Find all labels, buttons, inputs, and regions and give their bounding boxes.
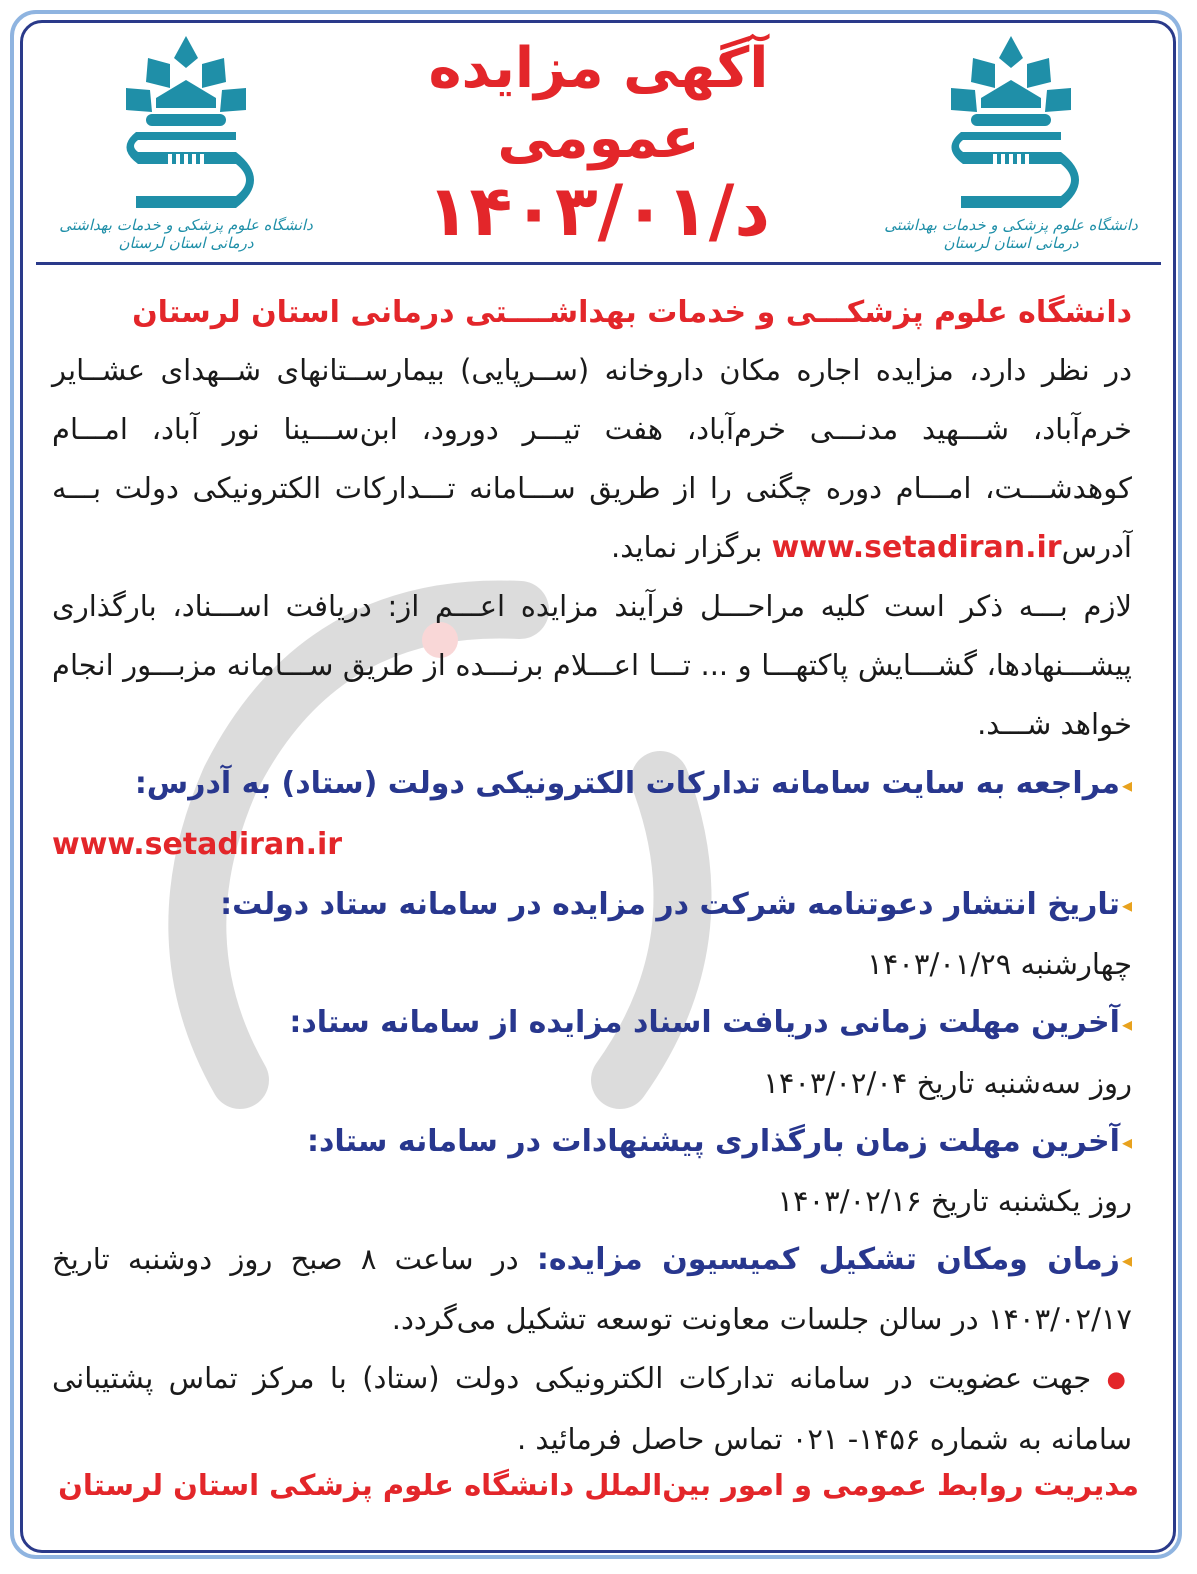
header	[36, 28, 1161, 260]
docs-deadline-date: روز سه‌شنبه تاریخ ۱۴۰۳/۰۲/۰۴	[763, 1065, 1132, 1100]
publish-heading-text: تاریخ انتشار دعوتنامه شرکت در مزایده در سامانه ستاد دولت:	[220, 886, 1120, 922]
intro-paragraph	[52, 341, 1132, 577]
membership-paragraph	[52, 1349, 1132, 1469]
commission-heading-text: زمان ومکان تشکیل کمیسیون مزایده:	[536, 1242, 1120, 1277]
logo-caption-right: دانشگاه علوم پزشکی و خدمات بهداشتی درمانی استان لرستان	[884, 216, 1138, 252]
bids-deadline-date: روز یکشنبه تاریخ ۱۴۰۳/۰۲/۱۶	[777, 1184, 1132, 1218]
bullet-arrow-icon: ◂	[1121, 772, 1132, 797]
commission-heading	[537, 1242, 1132, 1277]
university-logo-right	[861, 28, 1161, 258]
organization-name: دانشگاه علوم پزشکـــی و خدمات بهداشــــتی درمانی استان لرستان	[132, 295, 1132, 330]
process-note: لازم بـــه ذکر است کلیه مراحـــل فرآیند مزایده اعـــم از: دریافت اســـناد، بارگذاری پیشـــنهادها، گشـــایش پاکتهـــا و ... تـــا اعـــلام برنـــده از طریق ســـامانه مزبـــور انجام خواهد شـــد.	[52, 589, 1132, 741]
university-logo-left	[36, 28, 336, 258]
setadiran-link-inline[interactable]: www.setadiran.ir	[771, 530, 1062, 565]
site-heading-text: مراجعه به سایت سامانه تدارکات الکترونیکی دولت (ستاد) به آدرس:	[134, 766, 1120, 801]
logo-caption-left: دانشگاه علوم پزشکی و خدمات بهداشتی درمانی استان لرستان	[59, 216, 313, 252]
header-divider	[36, 262, 1161, 265]
university-emblem-icon	[86, 28, 286, 218]
bids-deadline-heading-text: آخرین مهلت زمان بارگذاری پیشنهادات در سامانه ستاد:	[306, 1123, 1120, 1159]
auction-number: ۱۴۰۳/۰۱/د	[426, 170, 771, 252]
bullet-dot-icon: ●	[1106, 1367, 1133, 1393]
publish-date: چهارشنبه ۱۴۰۳/۰۱/۲۹	[867, 947, 1132, 981]
footer-signature: مدیریت روابط عمومی و امور بین‌الملل دانشگاه علوم پزشکی استان لرستان	[58, 1468, 1139, 1502]
page-title: آگهی مزایده عمومی	[428, 36, 769, 171]
announcement-body	[52, 285, 1132, 1469]
bullet-arrow-icon: ◂	[1121, 1130, 1132, 1154]
intro-text: در نظر دارد، مزایده اجاره مکان داروخانه (ســرپایی) بیمارســتانهای شــهدای عشــایر خرم‌آباد، شـــهید مدنـــی خرم‌آباد، هفت تیـــر دورود، ابن‌ســـینا نور آباد، امـــام کوهدشـــت، امـــام دوره چگنی را از طریق ســـامانه تـــدارکات الکترونیکی دولت بـــه آدرس	[52, 353, 1132, 564]
commission-paragraph	[52, 1230, 1132, 1349]
publish-heading	[52, 875, 1132, 936]
commission-text: در ساعت ۸ صبح روز دوشنبه تاریخ ۱۴۰۳/۰۲/۱۷ در سالن جلسات معاونت توسعه تشکیل می‌گردد.	[52, 1242, 1132, 1336]
bullet-arrow-icon: ◂	[1121, 1248, 1132, 1272]
docs-deadline-heading	[52, 993, 1132, 1054]
setadiran-link[interactable]: www.setadiran.ir	[52, 826, 343, 862]
site-heading	[52, 754, 1132, 815]
docs-deadline-heading-text: آخرین مهلت زمانی دریافت اسناد مزایده از سامانه ستاد:	[289, 1005, 1120, 1040]
membership-text: جهت عضویت در سامانه تدارکات الکترونیکی دولت (ستاد) با مرکز تماس پشتیبانی سامانه به شماره ۱۴۵۶- ۰۲۱ تماس حاصل فرمائید .	[52, 1361, 1132, 1456]
bids-deadline-heading	[52, 1112, 1132, 1173]
university-emblem-icon	[911, 28, 1111, 218]
intro-text-end: برگزار نماید.	[611, 530, 772, 564]
bullet-arrow-icon: ◂	[1121, 1011, 1132, 1036]
bullet-arrow-icon: ◂	[1121, 893, 1132, 917]
